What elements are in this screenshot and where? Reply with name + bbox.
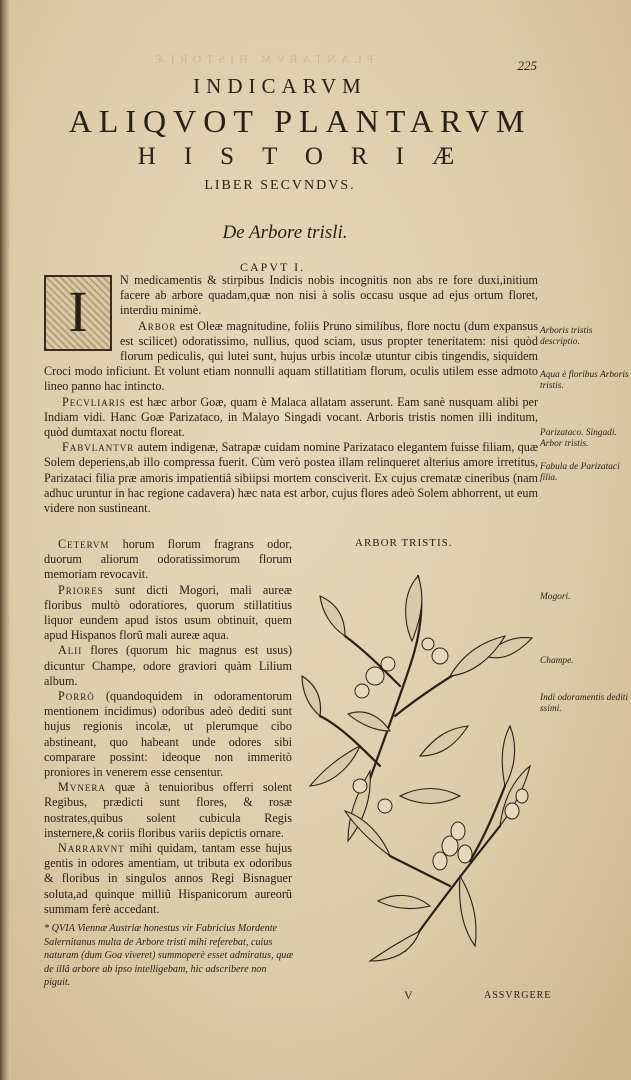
- book-label: LIBER SECVNDVS.: [204, 178, 356, 193]
- paragraph-ceterum: Cetervm horum florum fragrans odor, duorum aliorum odoratissimorum florum memoriam revocavit.: [44, 537, 292, 582]
- chapter-title: De Arbore trisli.: [222, 222, 348, 243]
- margin-note-champe: Champe.: [540, 656, 574, 666]
- title-line-2: ALIQVOT PLANTARVM: [68, 103, 532, 139]
- paragraph-alii: Alii flores (quorum hic magnus est usus) dicuntur Champe, odore graviori quàm Lilium album.: [44, 643, 292, 688]
- margin-note-odoramentis: Indi odoramentis dediti ssimi.: [540, 693, 629, 714]
- arbor-tristis-woodcut: [300, 556, 540, 966]
- margin-note-aqua: Aqua è floribus Arboris tristis.: [540, 370, 629, 391]
- margin-note-mogori: Mogori.: [540, 592, 571, 602]
- title-line-3: HISTORIÆ: [137, 143, 483, 170]
- main-text: [44, 273, 538, 516]
- footnote: * QVIA Viennæ Austriæ honestus vir Fabricius Mordente Salernitanus multa de Arbore tristi mihi referebat, cuius naturam (dum Goa viveret) summoperè esset admiratus, quæ de illâ arbore ab ipso intelligebam, hic adscribere non piguit.: [44, 923, 294, 988]
- margin-note-parizataco: Parizataco. Singadi. Arbor tristis.: [540, 428, 617, 449]
- paragraph-priores: Priores sunt dicti Mogori, mali aureæ floribus multò odoratiores, quorum stillatitius liquor eundem apud istos usum obtinuit, quem apud Hispanos florũ mali aureæ aqua.: [44, 582, 292, 643]
- left-column-text: [44, 537, 292, 917]
- paragraph-fabulantur: Fabvlantvr autem indigenæ, Satrapæ cuidam nomine Parizataco elegantem fuisse filiam, quæ Solem deperiens,ab illo compressa fuerit. Cùm verò postea illam relinqueret alterius amore irretitus, Parizataci filia præ amoris impatientiâ sibiipsi mortem consciverit. Ex cujus crematæ cineribus (nam adhuc uruntur in hac regione cadavera) hæc nata est arbor, cujus flores adeò Solem abhorrent, ut eum videre non sustineant.: [44, 440, 538, 516]
- binding-gutter: [0, 0, 10, 1080]
- chapter-number: CAPVT I.: [240, 260, 306, 274]
- drop-cap-initial: I: [44, 275, 112, 351]
- margin-note-fabula: Fabula de Parizataci filia.: [540, 462, 620, 483]
- figure-caption: ARBOR TRISTIS.: [355, 537, 453, 549]
- page-number: 225: [517, 58, 537, 73]
- title-line-1: INDICARVM: [193, 74, 367, 98]
- paragraph-arbor: Arbor est Oleæ magnitudine, foliis Pruno similibus, flore noctu (dum expansus est scilicet) odoratissimo, nullius, quod sciam, usus propter teneritatem: nisi quòd florum pediculis, qui lutei sunt, hujus urbis incolæ utuntur cibis tingendis, siquidem Croci modo inficiunt. Et volunt etiam nonnulli aquam stillatitiam florum, oculis utilem esse admoto lineo panno hac intincto.: [44, 318, 538, 394]
- bleed-through-text: PLANTARVM HISTORIÆ: [150, 52, 374, 66]
- paragraph-narrarunt: Narrarvnt mihi quidam, tantam esse hujus gentis in odores amentiam, ut tributa ex odoribus & floribus in singulos annos Regi Bisnaguer soluta,ad quinque milliũ Hispanicorum aureorũ summam ferè accedant.: [44, 841, 292, 916]
- catchword: ASSVRGERE: [484, 990, 552, 1001]
- paragraph-porro: Porrò (quandoquidem in odoramentorum mentionem incidimus) odoribus adeò dediti sunt hujus regionis incolæ, ut plerumque cibo abstineant, quo habeant unde odores sibi comparare possint: ideoque non immeritò proniores in venerem esse censentur.: [44, 689, 292, 780]
- paragraph-peculiaris: Pecvliaris est hæc arbor Goæ, quam è Malaca allatam asserunt. Eam sanè nusquam alibi per Indiam vidi. Hanc Goæ Parizataco, in Malayo Singadi vocant. Arboris tristis nomen illi inditum, quòd dumtaxat noctu floreat.: [44, 394, 539, 440]
- paragraph-munera: Mvnera quæ à tenuioribus offerri solent Regibus, prædicti sunt flores, & rosæ nostrates,quibus solent cubicula Regis insternere,& coriis floribus variis depictis ornare.: [44, 780, 292, 840]
- paragraph-intro: N medicamentis & stirpibus Indicis nobis incognitis non abs re fore duxi,initium facere ab arbore quadam,quæ non nisi à solis occasu usque ad ejus ortum floret, interdiu minimè.: [120, 273, 538, 318]
- margin-note-descriptio: Arboris tristis descriptio.: [540, 326, 593, 347]
- signature-mark: V: [404, 988, 413, 1002]
